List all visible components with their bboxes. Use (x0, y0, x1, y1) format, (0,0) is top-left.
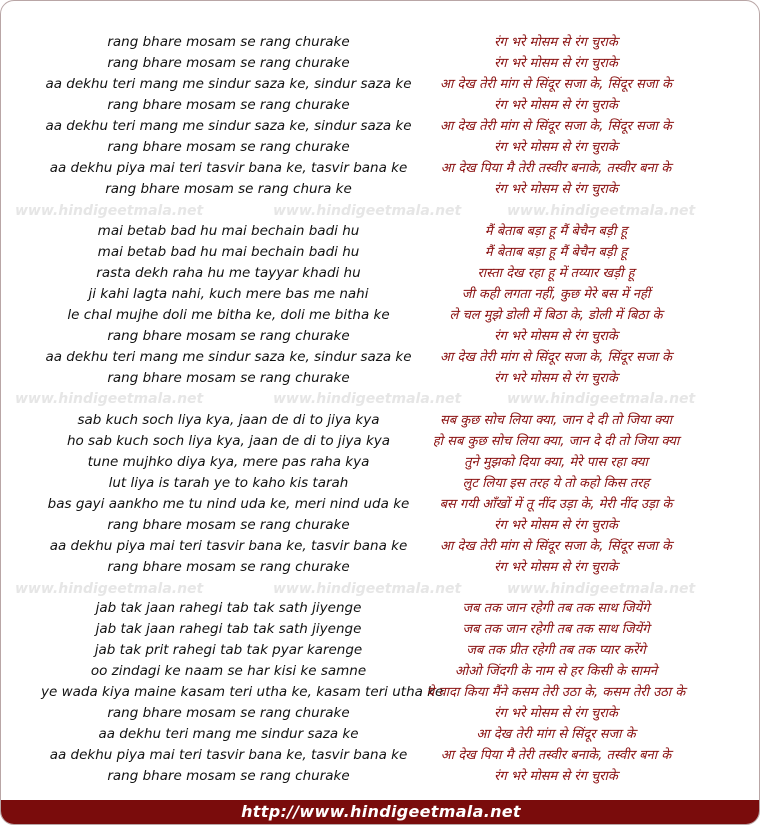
watermark-text: www.hindigeetmala.net (507, 203, 696, 219)
lyric-line-roman: ho sab kuch soch liya kya, jaan de di to jiya kya (66, 433, 391, 449)
lyric-line-hindi: रंग भरे मोसम से रंग चुराके (494, 560, 618, 575)
lyric-line-roman: ye wada kiya maine kasam teri utha ke, kasam teri utha ke (41, 684, 444, 700)
lyric-line-hindi: बस गयी आँखों में तू नींद उड़ा के, मेरी नींद उड़ा के (439, 497, 673, 512)
lyric-line-hindi: रंग भरे मोसम से रंग चुराके (494, 329, 618, 344)
lyric-line-hindi: जब तक प्रीत रहेगी तब तक प्यार करेंगे (466, 643, 646, 658)
lyric-line-roman: ji kahi lagta nahi, kuch mere bas me nahi (88, 286, 369, 302)
lyric-line-roman: rasta dekh raha hu me tayyar khadi hu (96, 265, 361, 281)
lyric-line-hindi: रंग भरे मोसम से रंग चुराके (494, 518, 618, 533)
lyric-line-hindi: जब तक जान रहेगी तब तक साथ जियेंगे (462, 622, 650, 637)
lyric-line-roman: aa dekhu piya mai teri tasvir bana ke, tasvir bana ke (49, 160, 408, 176)
watermark-text: www.hindigeetmala.net (15, 391, 204, 407)
lyric-line-hindi: मैं बेताब बड़ा हू मैं बेचैन बड़ी हू (484, 245, 628, 260)
lyric-line-roman: jab tak prit rahegi tab tak pyar karenge (94, 642, 363, 658)
lyric-line-hindi: आ देख पिया मै तेरी तस्वीर बनाके, तस्वीर बना के (440, 748, 672, 763)
lyric-line-hindi: रंग भरे मोसम से रंग चुराके (494, 140, 618, 155)
lyric-line-roman: aa dekhu piya mai teri tasvir bana ke, tasvir bana ke (49, 747, 408, 763)
lyric-line-roman: rang bhare mosam se rang churake (107, 370, 350, 386)
lyric-line-hindi: ये वादा किया मैंने कसम तेरी उठा के, कसम तेरी उठा के (426, 685, 686, 700)
lyric-line-roman: mai betab bad hu mai bechain badi hu (97, 223, 360, 239)
lyric-line-hindi: रंग भरे मोसम से रंग चुराके (494, 98, 618, 113)
lyric-line-hindi: जब तक जान रहेगी तब तक साथ जियेंगे (462, 601, 650, 616)
lyric-line-hindi: रंग भरे मोसम से रंग चुराके (494, 371, 618, 386)
lyric-line-hindi: सब कुछ सोच लिया क्या, जान दे दी तो जिया क्या (439, 413, 673, 428)
watermark-text: www.hindigeetmala.net (273, 203, 462, 219)
lyric-line-roman: aa dekhu teri mang me sindur saza ke, sindur saza ke (45, 349, 412, 365)
lyric-line-roman: le chal mujhe doli me bitha ke, doli me bitha ke (67, 307, 390, 323)
lyric-line-roman: rang bhare mosam se rang churake (107, 55, 350, 71)
lyric-line-roman: sab kuch soch liya kya, jaan de di to jiya kya (77, 412, 380, 428)
lyric-line-hindi: जी कही लगता नहीं, कुछ मेरे बस में नहीं (461, 287, 651, 302)
lyric-line-hindi: आ देख तेरी मांग से सिंदूर सजा के (476, 727, 636, 742)
lyric-line-hindi: तुने मुझको दिया क्या, मेरे पास रहा क्या (464, 455, 648, 470)
lyric-line-roman: aa dekhu teri mang me sindur saza ke, sindur saza ke (45, 118, 412, 134)
watermark-text: www.hindigeetmala.net (273, 391, 462, 407)
watermark-text: www.hindigeetmala.net (15, 581, 204, 597)
lyric-line-roman: rang bhare mosam se rang churake (107, 139, 350, 155)
lyric-line-roman: mai betab bad hu mai bechain badi hu (97, 244, 360, 260)
lyric-line-hindi: लुट लिया इस तरह ये तो कहो किस तरह (462, 476, 650, 491)
watermark-text: www.hindigeetmala.net (273, 581, 462, 597)
lyric-line-roman: rang bhare mosam se rang churake (107, 768, 350, 784)
lyric-line-hindi: हो सब कुछ सोच लिया क्या, जान दे दी तो जिया क्या (432, 434, 680, 449)
lyric-line-roman: bas gayi aankho me tu nind uda ke, meri nind uda ke (47, 496, 410, 512)
lyric-line-roman: rang bhare mosam se rang chura ke (105, 181, 352, 197)
lyric-line-roman: rang bhare mosam se rang churake (107, 97, 350, 113)
lyric-line-hindi: रंग भरे मोसम से रंग चुराके (494, 769, 618, 784)
lyric-line-roman: rang bhare mosam se rang churake (107, 705, 350, 721)
lyric-line-roman: jab tak jaan rahegi tab tak sath jiyenge (95, 621, 362, 637)
lyric-line-roman: oo zindagi ke naam se har kisi ke samne (90, 663, 367, 679)
lyric-line-hindi: रास्ता देख रहा हू में तय्यार खड़ी हू (477, 266, 635, 281)
lyric-line-hindi: रंग भरे मोसम से रंग चुराके (494, 182, 618, 197)
lyric-line-hindi: ले चल मुझे डोली में बिठा के, डोली में बिठा के (449, 308, 663, 323)
watermark-row (1, 203, 760, 223)
watermark-text: www.hindigeetmala.net (15, 203, 204, 219)
footer-bar (1, 800, 760, 824)
lyric-line-hindi: आ देख पिया मै तेरी तस्वीर बनाके, तस्वीर बना के (440, 161, 672, 176)
lyric-line-hindi: रंग भरे मोसम से रंग चुराके (494, 56, 618, 71)
lyric-line-roman: tune mujhko diya kya, mere pas raha kya (87, 454, 370, 470)
lyric-line-roman: aa dekhu teri mang me sindur saza ke, sindur saza ke (45, 76, 412, 92)
watermark-text: www.hindigeetmala.net (507, 581, 696, 597)
lyric-line-hindi: रंग भरे मोसम से रंग चुराके (494, 35, 618, 50)
lyric-line-roman: jab tak jaan rahegi tab tak sath jiyenge (95, 600, 362, 616)
lyric-line-roman: rang bhare mosam se rang churake (107, 328, 350, 344)
lyric-line-roman: lut liya is tarah ye to kaho kis tarah (108, 475, 349, 491)
lyric-line-roman: rang bhare mosam se rang churake (107, 34, 350, 50)
lyric-line-roman: rang bhare mosam se rang churake (107, 517, 350, 533)
footer-site-link[interactable]: http://www.hindigeetmala.net (241, 802, 521, 821)
lyric-line-hindi: ओओ जिंदगी के नाम से हर किसी के सामने (454, 664, 658, 679)
lyric-line-hindi: रंग भरे मोसम से रंग चुराके (494, 706, 618, 721)
lyric-line-hindi: आ देख तेरी मांग से सिंदूर सजा के, सिंदूर सजा के (440, 119, 672, 134)
lyric-line-hindi: आ देख तेरी मांग से सिंदूर सजा के, सिंदूर सजा के (440, 77, 672, 92)
watermark-row (1, 391, 760, 411)
watermark-text: www.hindigeetmala.net (507, 391, 696, 407)
lyric-line-hindi: मैं बेताब बड़ा हू मैं बेचैन बड़ी हू (484, 224, 628, 239)
lyric-line-roman: aa dekhu piya mai teri tasvir bana ke, tasvir bana ke (49, 538, 408, 554)
lyric-line-hindi: आ देख तेरी मांग से सिंदूर सजा के, सिंदूर सजा के (440, 539, 672, 554)
lyric-line-roman: rang bhare mosam se rang churake (107, 559, 350, 575)
lyric-line-roman: aa dekhu teri mang me sindur saza ke (98, 726, 359, 742)
lyric-line-hindi: आ देख तेरी मांग से सिंदूर सजा के, सिंदूर सजा के (440, 350, 672, 365)
